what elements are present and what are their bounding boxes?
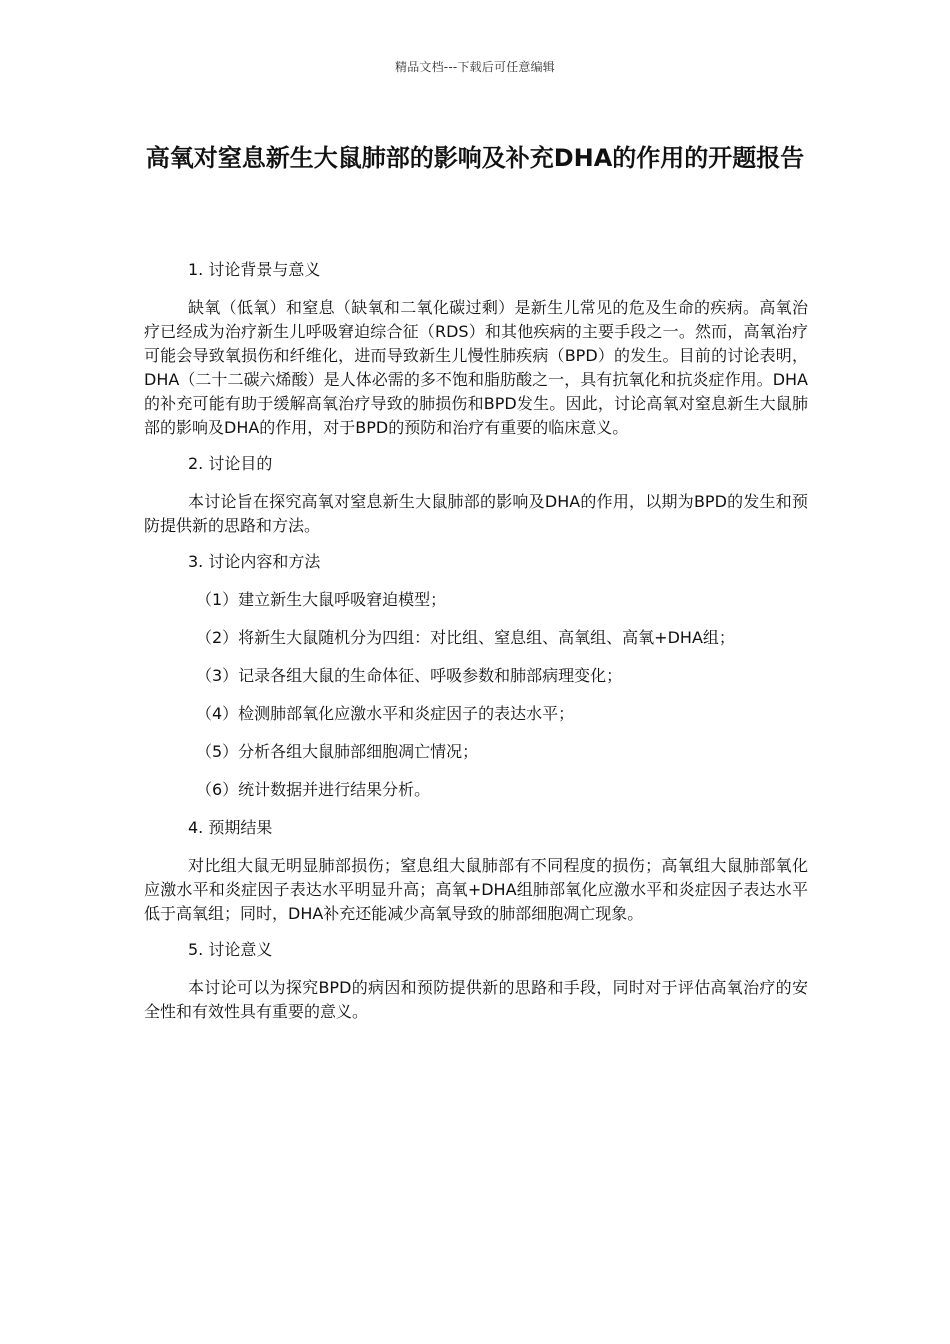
method-step-3: （3）记录各组大鼠的生命体征、呼吸参数和肺部病理变化； [196,666,623,685]
method-step-1: （1）建立新生大鼠呼吸窘迫模型； [196,590,447,609]
section-heading-purpose: 2. 讨论目的 [188,454,273,473]
header-watermark: 精品文档---下载后可任意编辑 [395,60,555,74]
section-body-significance: 本讨论可以为探究BPD的病因和预防提供新的思路和手段，同时对于评估高氧治疗的安全性和有效性具有重要的意义。 [144,978,808,1021]
document-body [144,258,808,1036]
method-step-4: （4）检测肺部氧化应激水平和炎症因子的表达水平； [196,704,575,723]
method-step-5: （5）分析各组大鼠肺部细胞凋亡情况； [196,742,479,761]
section-heading-methods: 3. 讨论内容和方法 [188,552,321,571]
section-heading-results: 4. 预期结果 [188,818,273,837]
section-body-background: 缺氧（低氧）和窒息（缺氧和二氧化碳过剩）是新生儿常见的危及生命的疾病。高氧治疗已经成为治疗新生儿呼吸窘迫综合征（RDS）和其他疾病的主要手段之一。然而，高氧治疗可能会导致氧损伤和纤维化，进而导致新生儿慢性肺疾病（BPD）的发生。目前的讨论表明，DHA（二十二碳六烯酸）是人体必需的多不饱和脂肪酸之一，具有抗氧化和抗炎症作用。DHA的补充可能有助于缓解高氧治疗导致的肺损伤和BPD发生。因此，讨论高氧对窒息新生大鼠肺部的影响及DHA的作用，对于BPD的预防和治疗有重要的临床意义。 [144,298,808,437]
method-step-2: （2）将新生大鼠随机分为四组：对比组、窒息组、高氧组、高氧+DHA组； [196,628,735,647]
section-body-results: 对比组大鼠无明显肺部损伤；窒息组大鼠肺部有不同程度的损伤；高氧组大鼠肺部氧化应激水平和炎症因子表达水平明显升高；高氧+DHA组肺部氧化应激水平和炎症因子表达水平低于高氧组；同时，DHA补充还能减少高氧导致的肺部细胞凋亡现象。 [144,856,808,923]
method-step-6: （6）统计数据并进行结果分析。 [196,780,431,799]
document-title: 高氧对窒息新生大鼠肺部的影响及补充DHA的作用的开题报告 [145,144,805,172]
section-body-purpose: 本讨论旨在探究高氧对窒息新生大鼠肺部的影响及DHA的作用，以期为BPD的发生和预防提供新的思路和方法。 [144,492,808,535]
section-heading-significance: 5. 讨论意义 [188,940,273,959]
section-heading-background: 1. 讨论背景与意义 [188,260,321,279]
